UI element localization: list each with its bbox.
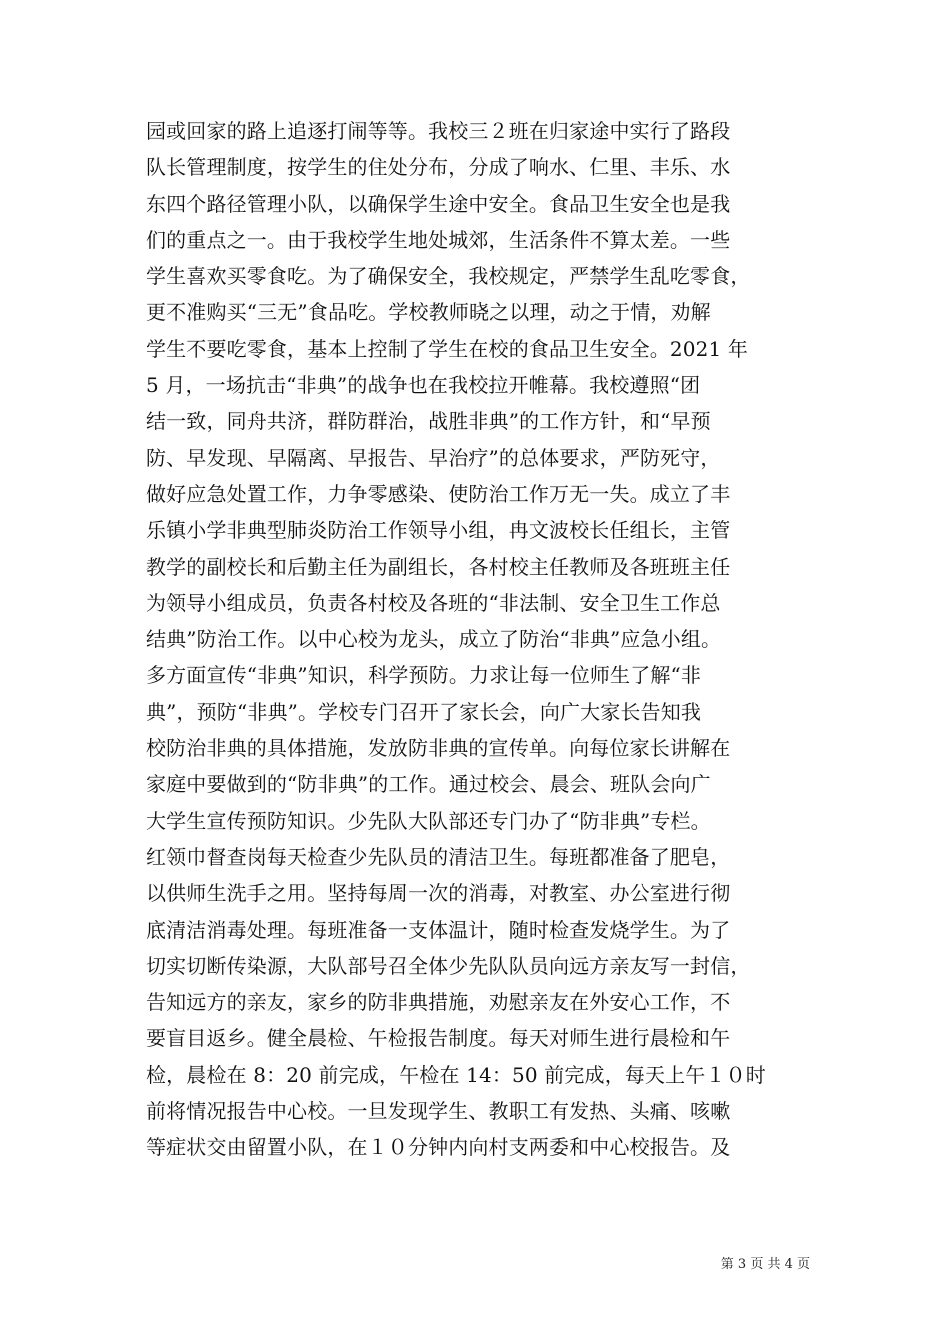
text-line: 检，晨检在 8：20 前完成，午检在 14：50 前完成，每天上午１０时 [146,1062,766,1087]
text-line: 校防治非典的具体措施，发放防非典的宣传单。向每位家长讲解在 [146,736,731,761]
text-line: 学生不要吃零食，基本上控制了学生在校的食品卫生安全。2021 年 [146,336,749,361]
body-text [146,113,806,1166]
text-line: 等症状交由留置小队，在１０分钟内向村支两委和中心校报告。及 [146,1135,731,1160]
text-line: 为领导小组成员，负责各村校及各班的“非法制、安全卫生工作总 [146,590,721,615]
text-line: 园或回家的路上追逐打闹等等。我校三２班在归家途中实行了路段 [146,119,731,143]
text-line: 更不准购买“三无”食品吃。学校教师晓之以理，动之于情，劝解 [146,300,711,325]
text-line: 乐镇小学非典型肺炎防治工作领导小组，冉文波校长任组长，主管 [146,518,731,543]
text-line: 结典”防治工作。以中心校为龙头，成立了防治“非典”应急小组。 [146,627,722,652]
text-line: 们的重点之一。由于我校学生地处城郊，生活条件不算太差。一些 [146,227,731,252]
text-line: 前将情况报告中心校。一旦发现学生、教职工有发热、头痛、咳嗽 [146,1099,731,1124]
text-line: 5 月，一场抗击“非典”的战争也在我校拉开帷幕。我校遵照“团 [146,373,701,398]
text-line: 底清洁消毒处理。每班准备一支体温计，随时检查发烧学生。为了 [146,917,731,942]
text-line: 做好应急处置工作，力争零感染、使防治工作万无一失。成立了丰 [146,481,731,506]
text-line: 红领巾督查岗每天检查少先队员的清洁卫生。每班都准备了肥皂， [146,844,731,869]
text-line: 告知远方的亲友，家乡的防非典措施，劝慰亲友在外安心工作，不 [146,990,731,1015]
text-line: 大学生宣传预防知识。少先队大队部还专门办了“防非典”专栏。 [146,808,711,833]
text-line: 东四个路径管理小队，以确保学生途中安全。食品卫生安全也是我 [146,191,731,216]
text-line: 多方面宣传“非典”知识，科学预防。力求让每一位师生了解“非 [146,663,702,688]
page-number: 第 3 页 共 4 页 [720,1257,810,1272]
text-line: 教学的副校长和后勤主任为副组长，各村校主任教师及各班班主任 [146,554,731,579]
text-line: 防、早发现、早隔离、早报告、早治疗”的总体要求，严防死守， [146,445,721,470]
text-line: 队长管理制度，按学生的住处分布，分成了响水、仁里、丰乐、水 [146,155,731,180]
text-line: 家庭中要做到的“防非典”的工作。通过校会、晨会、班队会向广 [146,772,711,797]
text-line: 学生喜欢买零食吃。为了确保安全，我校规定，严禁学生乱吃零食， [146,264,751,289]
text-line: 结一致，同舟共济，群防群治，战胜非典”的工作方针，和“早预 [146,409,711,434]
text-line: 典”，预防“非典”。学校专门召开了家长会，向广大家长告知我 [146,699,702,724]
text-line: 以供师生洗手之用。坚持每周一次的消毒，对教室、办公室进行彻 [146,881,731,906]
text-line: 切实切断传染源，大队部号召全体少先队队员向远方亲友写一封信， [146,953,751,978]
text-line: 要盲目返乡。健全晨检、午检报告制度。每天对师生进行晨检和午 [146,1026,731,1051]
